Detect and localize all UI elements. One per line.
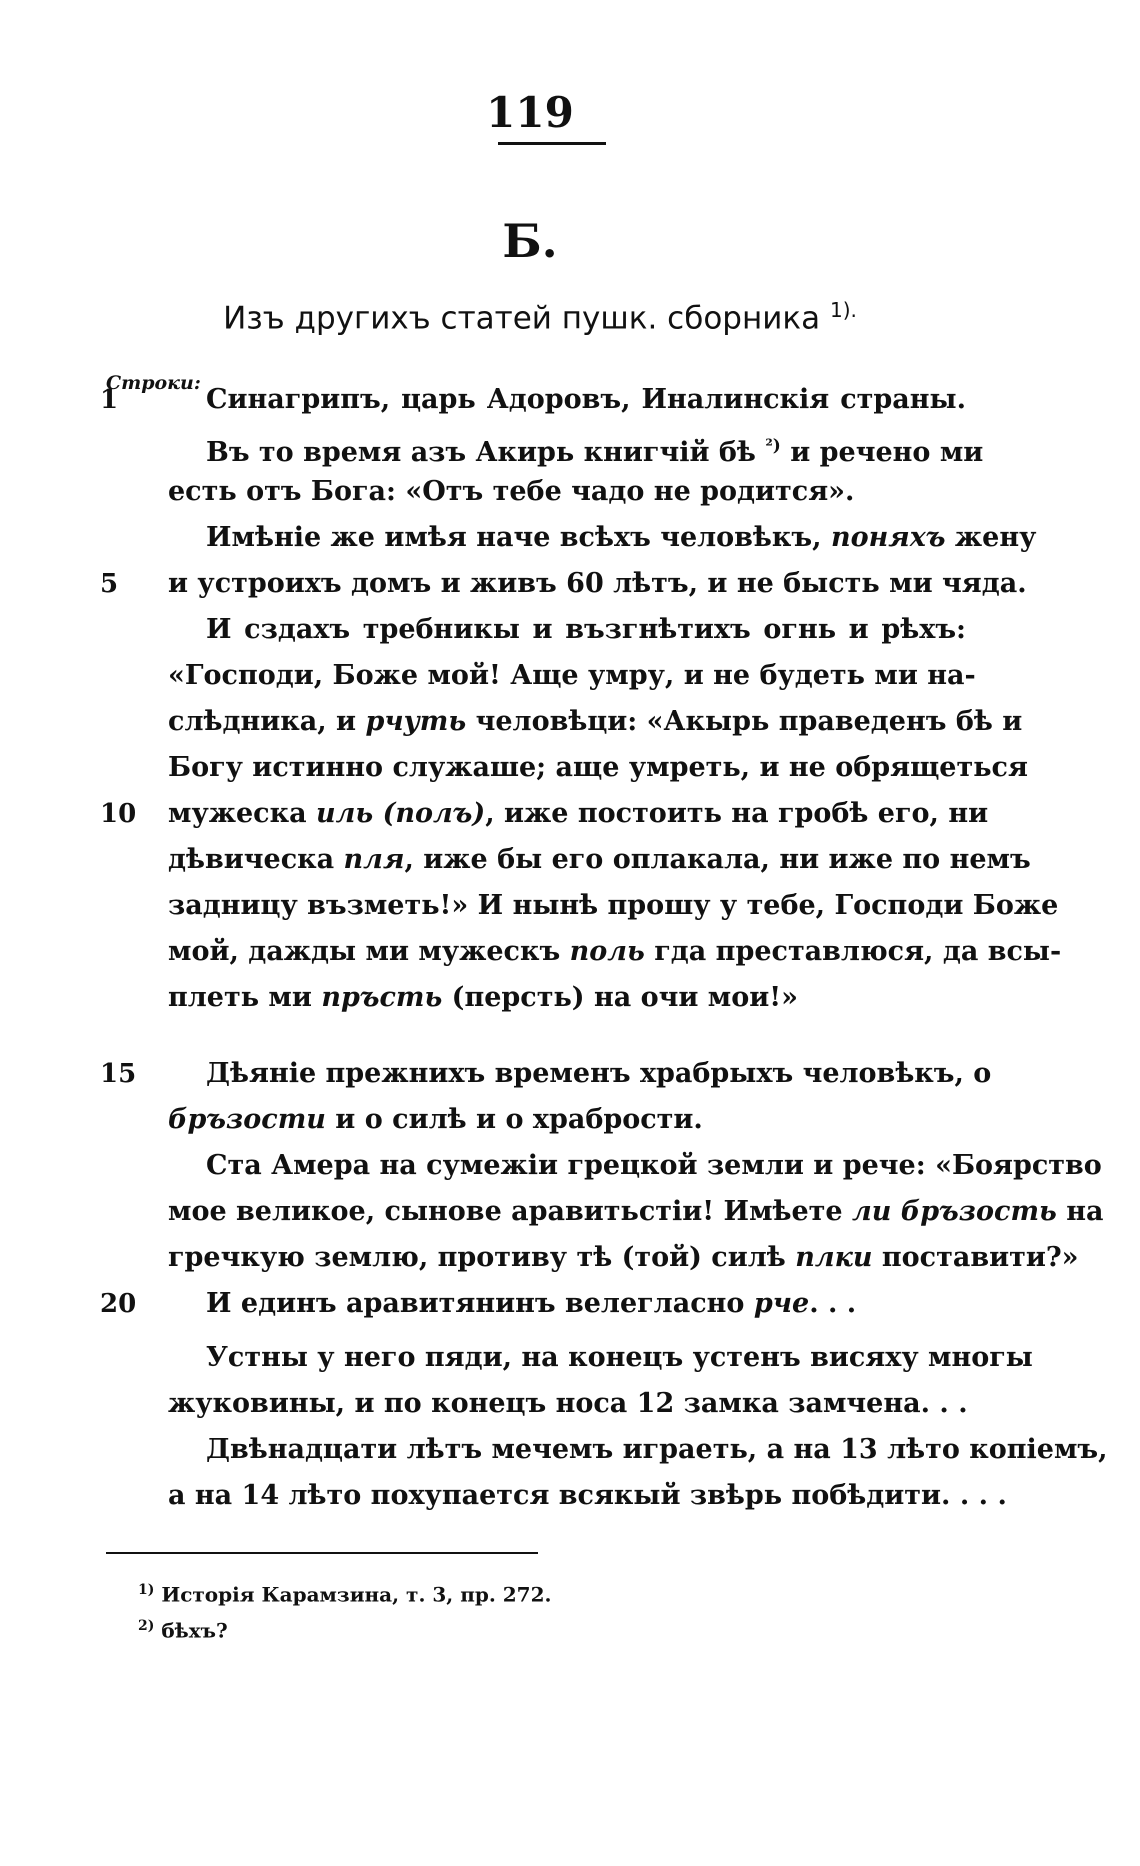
line-text — [168, 470, 966, 514]
text-line — [0, 1382, 1140, 1426]
line-text — [206, 1428, 1108, 1472]
text-segment: и речено ми — [780, 437, 984, 468]
section-letter: Б. — [502, 214, 558, 268]
line-text — [168, 930, 1062, 974]
line-text — [168, 654, 976, 698]
text-segment: . . . — [809, 1288, 857, 1319]
line-text — [168, 1236, 1079, 1280]
text-line — [0, 516, 1140, 560]
text-segment: дѣвическа — [168, 844, 344, 875]
section-heading — [160, 298, 920, 337]
italic-segment: пръсть — [321, 982, 443, 1013]
footnote-mark: 2) — [138, 1618, 155, 1634]
text-segment: мое великое, сынове аравитьстiи! Имѣете — [168, 1196, 852, 1227]
text-segment: «Господи, Боже мой! Аще умру, и не будеть ми на- — [168, 660, 976, 691]
line-text — [168, 1382, 966, 1426]
italic-segment: иль (полъ) — [316, 798, 486, 829]
text-segment: мой, дажды ми мужескъ — [168, 936, 570, 967]
italic-segment: рчуть — [365, 706, 467, 737]
text-line — [0, 1428, 1140, 1472]
italic-segment: поль — [569, 936, 645, 967]
text-line — [0, 1098, 1140, 1142]
text-segment: Въ то время азъ Акирь книгчiй бѣ — [206, 437, 766, 468]
line-text — [168, 792, 989, 836]
text-line — [0, 562, 1140, 606]
line-text — [206, 1336, 1033, 1380]
text-line — [0, 470, 1140, 514]
page-number: 119 — [486, 88, 574, 137]
text-segment: есть отъ Бога: «Отъ тебе чадо не родится». — [168, 476, 855, 507]
line-number: 20 — [100, 1289, 137, 1319]
line-text — [168, 1190, 1104, 1234]
line-text — [206, 608, 966, 652]
text-segment: жуковины, и по конецъ носа 12 замка замчена. . . — [168, 1388, 968, 1419]
text-line — [0, 746, 1140, 790]
text-segment: Синагрипъ, царь Адоровъ, Иналинскiя страны. — [206, 384, 966, 415]
italic-segment: бръзости — [168, 1104, 326, 1135]
text-segment: жену — [945, 522, 1037, 553]
footnote — [138, 1612, 228, 1645]
text-segment: человѣци: «Акырь праведенъ бѣ и — [466, 706, 1023, 737]
text-segment: а на 14 лѣто похупается всякый звѣрь побѣдити. . . . — [168, 1480, 1007, 1511]
text-line — [0, 378, 1140, 422]
italic-segment: плки — [795, 1242, 873, 1273]
text-line — [0, 838, 1140, 882]
text-segment: Ста Амера на сумежiи грецкой земли и рече: «Боярство — [206, 1150, 1102, 1181]
line-number: 15 — [100, 1059, 137, 1089]
text-segment: (персть) на очи мои!» — [442, 982, 799, 1013]
line-text — [168, 700, 1023, 744]
footnote-text: Исторiя Карамзина, т. 3, пр. 272. — [154, 1582, 552, 1607]
line-number: 5 — [100, 569, 119, 599]
footnote-ref: ²) — [765, 436, 781, 456]
footnote-text: бѣхъ? — [154, 1618, 228, 1643]
text-segment: на — [1056, 1196, 1104, 1227]
text-line — [0, 700, 1140, 744]
heading-footnote-ref: 1). — [829, 298, 857, 322]
italic-segment: пля — [343, 844, 405, 875]
line-text — [168, 746, 1028, 790]
line-text — [206, 1282, 966, 1326]
footnote-mark: 1) — [138, 1582, 155, 1598]
italic-segment: рче — [753, 1288, 810, 1319]
page-number-rule — [498, 142, 606, 145]
text-segment: , иже постоить на гробѣ его, ни — [485, 798, 989, 829]
line-text — [168, 1098, 966, 1142]
text-segment: мужеска — [168, 798, 317, 829]
line-text — [206, 1052, 992, 1096]
line-number: 10 — [100, 799, 137, 829]
text-segment: Двѣнадцати лѣтъ мечемъ играеть, а на 13 лѣто копiемъ, — [206, 1434, 1108, 1465]
text-line — [0, 1336, 1140, 1380]
footnote-divider — [106, 1552, 538, 1554]
text-segment: Богу истинно служаше; аще умреть, и не обрящеться — [168, 752, 1028, 783]
line-text — [206, 1144, 1102, 1188]
margin-caption: Строки: — [106, 372, 201, 394]
line-text — [168, 838, 1031, 882]
text-line — [0, 1236, 1140, 1280]
section-heading-text: Изъ другихъ статей пушк. сборника — [223, 300, 821, 337]
line-text — [168, 884, 1059, 928]
text-segment: , иже бы его оплакала, ни иже по немъ — [404, 844, 1031, 875]
text-line — [0, 884, 1140, 928]
text-segment: поставити?» — [872, 1242, 1079, 1273]
line-text — [168, 562, 1027, 606]
text-segment: плеть ми — [168, 982, 322, 1013]
text-segment: Дѣянiе прежнихъ временъ храбрыхъ человѣкъ, о — [206, 1058, 992, 1089]
line-text — [206, 424, 984, 475]
italic-segment: поняхъ — [830, 522, 946, 553]
text-segment: И единъ аравитянинъ велегласно — [206, 1288, 754, 1319]
text-segment: И сздахъ требникы и възгнѣтихъ огнь и рѣхъ: — [206, 614, 966, 645]
line-text — [206, 516, 1037, 560]
text-line — [0, 608, 1140, 652]
text-segment: задницу възметь!» И нынѣ прошу у тебе, Господи Боже — [168, 890, 1059, 921]
text-segment: и о силѣ и о храбрости. — [325, 1104, 703, 1135]
text-line — [0, 1190, 1140, 1234]
text-line — [0, 654, 1140, 698]
text-segment: Имѣнiе же имѣя наче всѣхъ человѣкъ, — [206, 522, 831, 553]
text-segment: гда преставлюся, да всы- — [644, 936, 1062, 967]
text-segment: слѣдника, и — [168, 706, 366, 737]
text-line — [0, 930, 1140, 974]
text-line — [0, 976, 1140, 1020]
line-text — [206, 378, 966, 422]
text-line — [0, 1474, 1140, 1518]
text-segment: гречкую землю, противу тѣ (той) силѣ — [168, 1242, 796, 1273]
italic-segment: ли бръзость — [852, 1196, 1057, 1227]
line-text — [168, 976, 966, 1020]
text-line — [0, 792, 1140, 836]
text-line — [0, 1052, 1140, 1096]
text-segment: Устны у него пяди, на конецъ устенъ висяху многы — [206, 1342, 1033, 1373]
line-text — [168, 1474, 1007, 1518]
footnote — [138, 1576, 551, 1609]
text-segment: и устроихъ домъ и живъ 60 лѣтъ, и не бысть ми чяда. — [168, 568, 1027, 599]
text-line — [0, 1282, 1140, 1326]
text-line — [0, 424, 1140, 468]
text-line — [0, 1144, 1140, 1188]
line-number: 1 — [100, 385, 119, 415]
